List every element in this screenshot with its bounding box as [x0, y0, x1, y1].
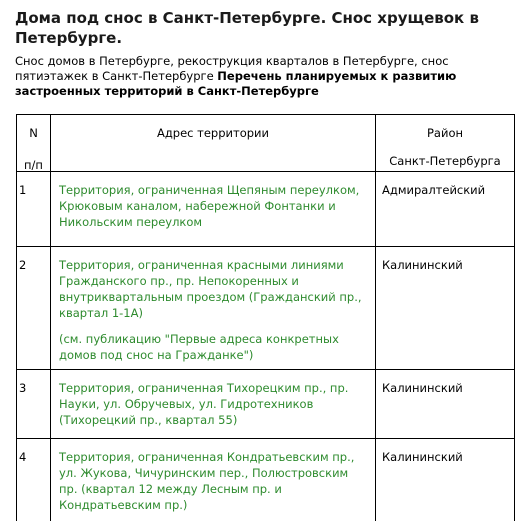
row-address-note[interactable]: (см. публикацию "Первые адреса конкретных домов под снос на Гражданке") [59, 332, 339, 362]
header-address-label: Адрес территории [156, 126, 269, 140]
row-address-text[interactable]: Территория, ограниченная Тихорецким пр., пр. Науки, ул. Обручевых, ул. Гидротехников (Тихорецкий пр., квартал 55) [59, 381, 349, 427]
intro-text: Снос домов в Петербурге, рекострукция кварталов в Петербурге, снос пятиэтажек в Санкт-Петербурге [15, 54, 449, 83]
table-row [17, 370, 515, 439]
header-number [17, 115, 51, 172]
row-address-text[interactable]: Территория, ограниченная красными линиями Гражданского пр., пр. Непокоренных и внутриквартальным проездом (Гражданский пр., квартал 1-1А) [59, 258, 362, 320]
header-address [51, 115, 376, 172]
table-row [17, 172, 515, 247]
row-address-text[interactable]: Территория, ограниченная Щепяным переулком, Крюковым каналом, набережной Фонтанки и Никольским переулком [59, 183, 360, 229]
row-district: Адмиралтейский [376, 172, 515, 247]
row-district: Калининский [376, 247, 515, 370]
row-address-link[interactable] [51, 172, 376, 247]
intro-bold-text: Перечень планируемых к развитию застроенных территорий в Санкт-Петербурге [15, 69, 457, 98]
article-title: Дома под снос в Санкт-Петербурге. Снос хрущевок в Петербурге. [15, 9, 479, 47]
territories-table [16, 114, 515, 521]
header-district [376, 115, 515, 172]
row-number: 4 [17, 439, 51, 521]
row-number: 3 [17, 370, 51, 439]
header-district-top: Район [426, 126, 463, 140]
row-number: 1 [17, 172, 51, 247]
row-number: 2 [17, 247, 51, 370]
table-row [17, 439, 515, 521]
row-address-link[interactable] [51, 370, 376, 439]
row-address-link[interactable] [51, 439, 376, 521]
row-address-text[interactable]: Территория, ограниченная Кондратьевским пр., ул. Жукова, Чичуринским пер., Полюстровским пр. (квартал 12 между Лесным пр. и Кондратьевским пр.) [59, 450, 355, 512]
header-number-bottom: п/п [24, 158, 43, 172]
table-header-row [17, 115, 515, 172]
article-intro [15, 54, 520, 99]
row-district: Калининский [376, 370, 515, 439]
header-number-top: N [29, 126, 38, 140]
table-row [17, 247, 515, 370]
row-address-link[interactable] [51, 247, 376, 370]
row-district: Калининский [376, 439, 515, 521]
header-district-bottom: Санкт-Петербурга [389, 154, 501, 168]
